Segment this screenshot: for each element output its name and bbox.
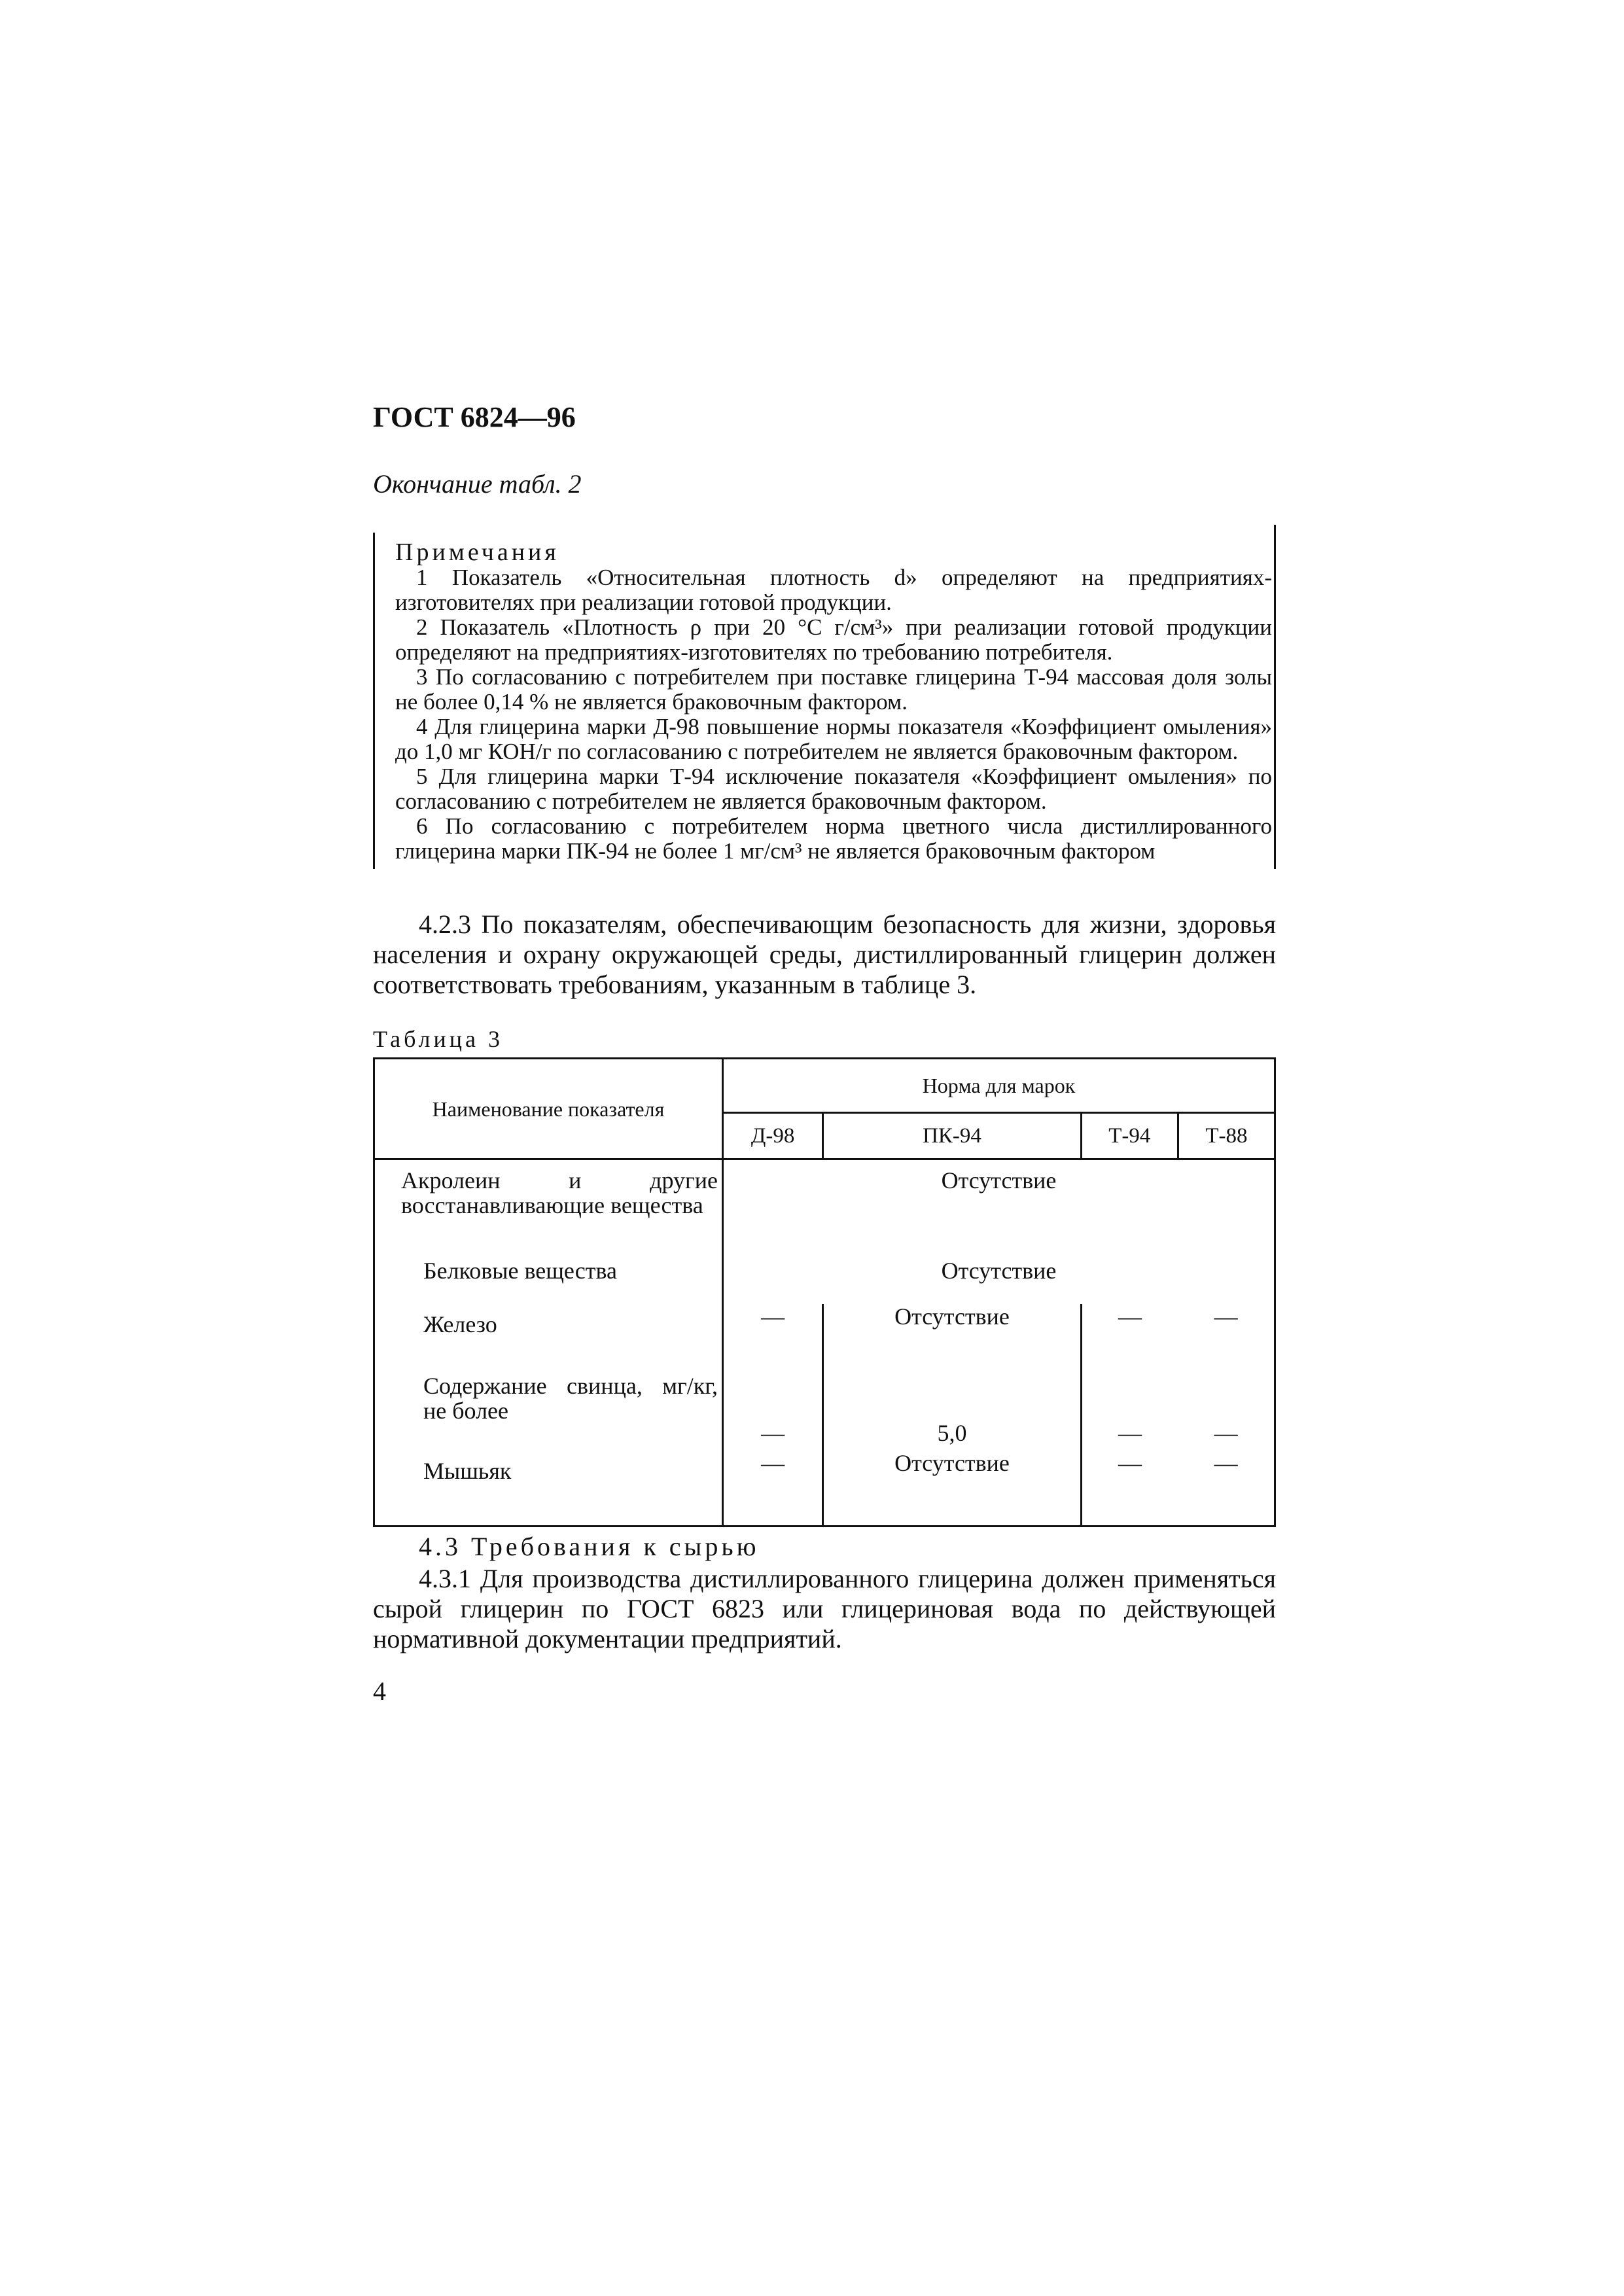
cell-arsenic-t94: — — [1081, 1451, 1178, 1527]
note-item-5: 5 Для глицерина марки Т-94 исключение показателя «Коэффициент омыления» по согласованию с потребителем не является браковочным фактором. — [395, 764, 1272, 814]
table-continuation-caption: Окончание табл. 2 — [373, 469, 582, 499]
row-name-arsenic: Мышьяк — [374, 1451, 723, 1527]
header-indicator-name: Наименование показателя — [374, 1059, 723, 1159]
row-name-protein: Белковые вещества — [374, 1252, 723, 1304]
table-3-label: Таблица 3 — [373, 1026, 503, 1052]
cell-iron-t88: — — [1178, 1304, 1275, 1366]
cell-iron-t94: — — [1118, 1303, 1142, 1330]
table-row — [374, 1304, 1275, 1366]
cell-lead-d98: — — [761, 1420, 785, 1446]
note-item-3: 3 По согласованию с потребителем при поставке глицерина Т-94 массовая доля золы не более 0,14 % не является браковочным фактором. — [395, 664, 1272, 715]
paragraph-4-3-1: 4.3.1 Для производства дистиллированного глицерина должен применяться сырой глицерин по ГОСТ 6823 или глицериновая вода по действующей нормативной документации предприятий. — [373, 1564, 1276, 1653]
document-code: ГОСТ 6824—96 — [373, 401, 576, 433]
row-name-acrolein: Акролеин и другие восстанавливающие вещества — [374, 1159, 723, 1252]
header-norm-for-grades: Норма для марок — [723, 1059, 1275, 1113]
table-3 — [373, 1057, 1276, 1527]
cell-lead-t94: — — [1118, 1420, 1142, 1446]
header-grade-t88: Т-88 — [1178, 1113, 1275, 1159]
cell-lead-pk94: 5,0 — [823, 1366, 1081, 1451]
row-name-iron: Железо — [374, 1304, 723, 1366]
row-value-protein: Отсутствие — [723, 1252, 1275, 1304]
header-grade-t94: Т-94 — [1081, 1113, 1178, 1159]
header-grade-d98: Д-98 — [723, 1113, 823, 1159]
note-item-4: 4 Для глицерина марки Д-98 повышение нормы показателя «Коэффициент омыления» до 1,0 мг КОН/г по согласованию с потребителем не является браковочным фактором. — [395, 714, 1272, 764]
cell-lead-t88: — — [1178, 1366, 1275, 1451]
table-row — [374, 1451, 1275, 1527]
cell-arsenic-t88: — — [1178, 1451, 1275, 1527]
row-name-lead: Содержание свинца, мг/кг, не более — [374, 1366, 723, 1451]
section-4-3-heading: 4.3 Требования к сырью — [419, 1532, 760, 1561]
note-item-1: 1 Показатель «Относительная плотность d» определяют на предприятиях-изготовителях при реализации готовой продукции. — [395, 565, 1272, 615]
cell-iron-pk94: Отсутствие — [823, 1304, 1081, 1366]
page-content — [373, 400, 1276, 1706]
table-row — [374, 1366, 1275, 1451]
page-number: 4 — [373, 1676, 386, 1706]
table-2-notes — [373, 525, 1276, 869]
note-item-6: 6 По согласованию с потребителем норма цветного числа дистиллированного глицерина марки ПК-94 не более 1 мг/см³ не является браковочным фактором — [395, 813, 1272, 864]
header-grade-pk94: ПК-94 — [823, 1113, 1081, 1159]
table-row — [374, 1159, 1275, 1252]
notes-heading: Примечания — [395, 539, 559, 566]
table-row — [374, 1252, 1275, 1304]
row-value-acrolein: Отсутствие — [723, 1159, 1275, 1252]
cell-arsenic-d98: — — [723, 1451, 823, 1527]
paragraph-4-2-3: 4.2.3 По показателям, обеспечивающим безопасность для жизни, здоровья населения и охрану окружающей среды, дистиллированный глицерин должен соответствовать требованиям, указанным в таблице 3. — [373, 910, 1276, 999]
note-item-2: 2 Показатель «Плотность ρ при 20 °С г/см³» при реализации готовой продукции определяют на предприятиях-изготовителях по требованию потребителя. — [395, 614, 1272, 665]
cell-arsenic-pk94: Отсутствие — [823, 1451, 1081, 1527]
cell-iron-d98: — — [761, 1303, 785, 1330]
